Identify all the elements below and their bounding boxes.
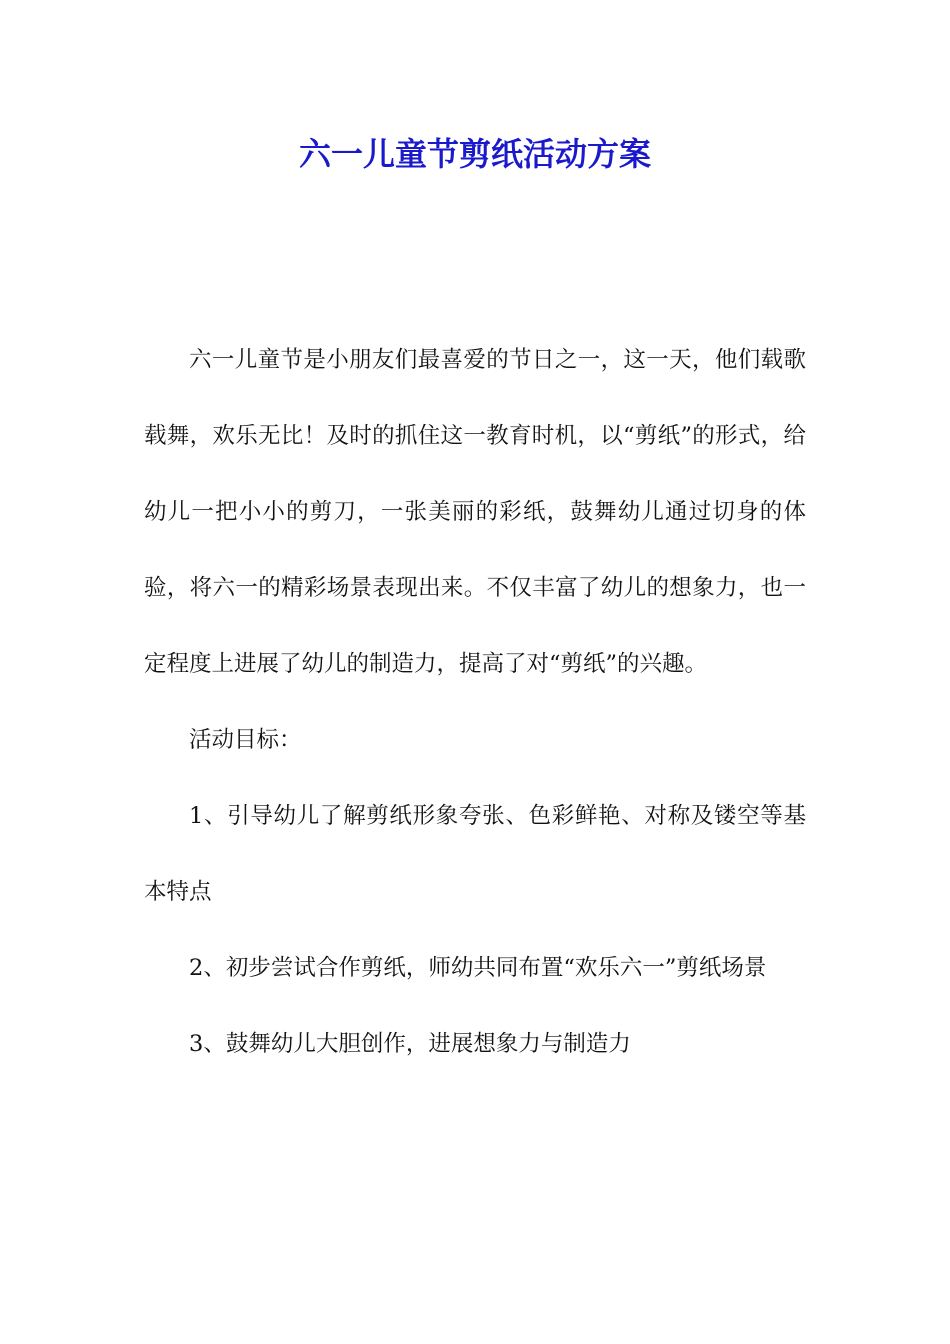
objectives-heading: 活动目标：	[189, 727, 302, 753]
document-title: 六一儿童节剪纸活动方案	[298, 135, 651, 173]
objective-item-2: 2、初步尝试合作剪纸，师幼共同布置“欢乐六一”剪纸场景	[189, 955, 767, 981]
objective-item-1: 1、引导幼儿了解剪纸形象夸张、色彩鲜艳、对称及镂空等基本特点	[144, 803, 806, 905]
intro-paragraph: 六一儿童节是小朋友们最喜爱的节日之一，这一天，他们载歌载舞，欢乐无比！及时的抓住这一教育时机，以“剪纸”的形式，给幼儿一把小小的剪刀，一张美丽的彩纸，鼓舞幼儿通过切身的体验，将六一的精彩场景表现出来。不仅丰富了幼儿的想象力，也一定程度上进展了幼儿的制造力，提高了对“剪纸”的兴趣。	[144, 347, 806, 677]
objective-item-3: 3、鼓舞幼儿大胆创作，进展想象力与制造力	[189, 1031, 631, 1057]
document-body	[144, 322, 806, 1082]
